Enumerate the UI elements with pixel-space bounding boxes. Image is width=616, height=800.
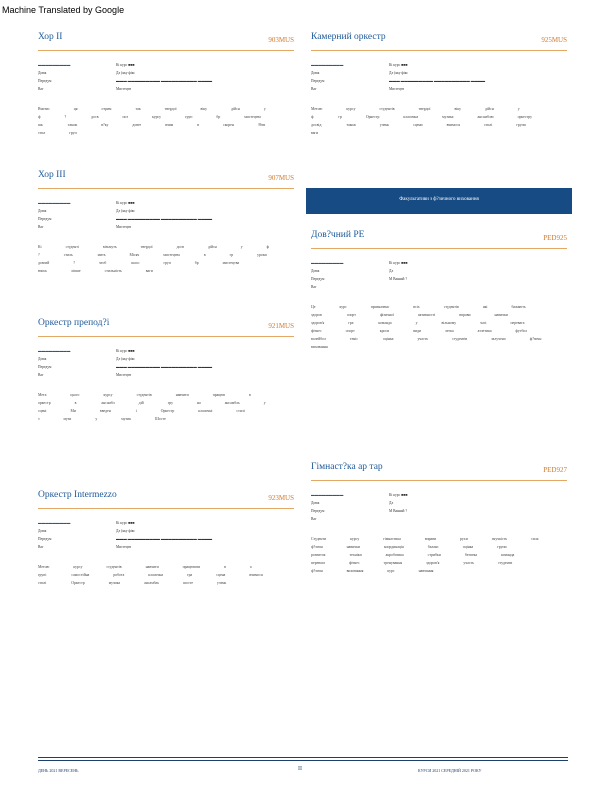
course-code: 907MUS <box>268 174 294 182</box>
course-block <box>311 230 567 351</box>
footer-rule <box>38 757 568 758</box>
page-number: II <box>298 766 302 772</box>
course-meta: ▬▬▬▬▬▬▬▬▬ Кі курс ■■■ Довж Дл (яку фікс Передум ▬▬▬ ▬▬▬▬▬▬▬▬▬ ▬▬▬▬▬▬▬▬▬▬ ▬▬▬▬ Ваг Мистецтв <box>38 521 213 549</box>
footer-right: КУРСИ 2021 СЕРЕДНІЙ 2021 РОКУ <box>418 768 482 773</box>
course-meta: ▬▬▬▬▬▬▬▬▬ Кі курс ■■■ Довж Дл Передум М Ваннай ? Ваг <box>311 261 408 289</box>
course-description: Студенти курсу гімнастика вправи рухи гнучкість сила ф?зичн навички координація баланс оцінка групи розвиток техніки акробатика стрибки безпека команда перевага фітнес тренування здоров'я участь студенти ф?зичн виховання курс навчання <box>311 537 539 573</box>
course-title: Хор III <box>38 170 66 180</box>
course-code: 923MUS <box>268 494 294 502</box>
course-title: Гімнаст?ка ар тар <box>311 462 383 472</box>
course-description: Метою курсу студентів навчити працювати в агрупі самостійна робота класична гра сцена вчимосястилі Оркестр музика ансамбль шосте учень <box>38 565 263 585</box>
divider <box>311 50 567 51</box>
course-title: Камерний оркестр <box>311 32 386 42</box>
course-description: Це курс призначено всіх студентів які бажаютьздоров спорт фізичної активності вправи навичкиздоров'я гра команда у вільному часі перевагафітнес спорт кроси види легка атлетика футболволейбол теніс оцінка участь студентів залучено ф?зичнвиховання <box>311 305 542 349</box>
course-block <box>311 32 567 137</box>
course-code: 921MUS <box>268 322 294 330</box>
course-meta: ▬▬▬▬▬▬▬▬▬ Кі курс ■■■ Довж Дл (яку фікс Передум ▬▬▬ ▬▬▬▬▬▬▬▬▬ ▬▬▬▬▬▬▬▬▬▬ ▬▬▬▬ Ваг Мистецтв <box>38 63 213 91</box>
course-block <box>38 318 294 423</box>
footer-rule <box>38 760 568 761</box>
section-banner <box>306 188 572 214</box>
course-description: Кі студенті візьмуть твердої досв дійсн у ф? стиль мить Місяч мистецтва в гр урокидовгий ? чтоб шасо груп бр мистецтвавчись ліпше стильність ваги <box>38 245 270 273</box>
divider <box>311 480 567 481</box>
divider <box>38 50 294 51</box>
divider <box>38 188 294 189</box>
course-description: Метою курсу студентів твердої віку дійсн уф гр Оркестр класична музика ансамблю оркеструдосвід також учень сцени вчимося стилі групиваги <box>311 107 533 135</box>
machine-translated-banner: Machine Translated by Google <box>2 5 125 15</box>
course-title: Хор II <box>38 32 63 42</box>
divider <box>311 248 567 249</box>
course-block <box>38 170 294 275</box>
course-meta: ▬▬▬▬▬▬▬▬▬ Кі курс ■■■ Довж Дл (яку фікс Передум ▬▬▬ ▬▬▬▬▬▬▬▬▬ ▬▬▬▬▬▬▬▬▬▬ ▬▬▬▬ Ваг Мистецтв <box>38 349 213 377</box>
course-code: 925MUS <box>541 36 567 44</box>
course-block <box>311 462 567 575</box>
course-code: PED927 <box>543 466 567 474</box>
course-meta: ▬▬▬▬▬▬▬▬▬ Кі курс ■■■ Довж Дл (яку фікс Передум ▬▬▬ ▬▬▬▬▬▬▬▬▬ ▬▬▬▬▬▬▬▬▬▬ ▬▬▬▬ Ваг Мистецтв <box>38 201 213 229</box>
footer-left: ДЕНЬ 2021 ВЕРЕСЕНЬ <box>38 768 79 773</box>
course-title: Оркестр Intermezzo <box>38 490 117 500</box>
course-meta: ▬▬▬▬▬▬▬▬▬ Кі курс ■■■ Довж Дл Передум М Ваннай ? Ваг <box>311 493 408 521</box>
course-code: 903MUS <box>268 36 294 44</box>
divider <box>38 336 294 337</box>
course-description: Вчитис ця отрим так твердої віку дійсн уф ? досв поз курсу груп бр мистецтвашк також в?ку довге вчим в скорен ?йтистил груп <box>38 107 266 135</box>
section-banner-label: Факультативи з ф?зичного виховання <box>399 197 479 202</box>
course-meta: ▬▬▬▬▬▬▬▬▬ Кі курс ■■■ Довж Дл (яку фікс Передум ▬▬▬ ▬▬▬▬▬▬▬▬▬ ▬▬▬▬▬▬▬▬▬▬ ▬▬▬▬ Ваг Мистецтв <box>311 63 486 91</box>
course-block <box>38 32 294 137</box>
course-code: PED925 <box>543 234 567 242</box>
course-block <box>38 490 294 587</box>
course-title: Дов?чний РЕ <box>311 230 365 240</box>
divider <box>38 508 294 509</box>
course-title: Оркестр препод?і <box>38 318 110 328</box>
course-description: Мета цього курсу студентів навчити працюв воркестр в ансамбл дій гру на ансамбль усцені Ми введен і Оркестр класичні стиліз музи у музик Шосте <box>38 393 266 421</box>
